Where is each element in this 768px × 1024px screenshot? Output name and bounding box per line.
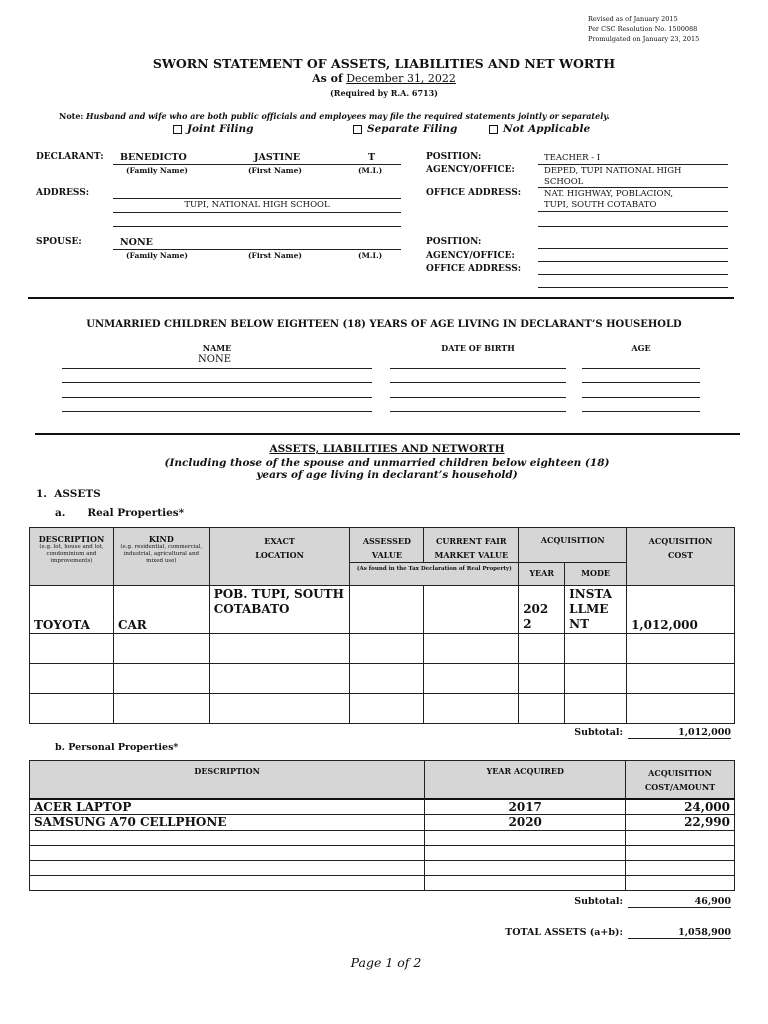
first-caption: (First Name) xyxy=(248,166,302,175)
divider xyxy=(62,411,372,412)
header-description-label: DESCRIPTION xyxy=(38,534,105,544)
item-year: 2017 xyxy=(425,799,626,815)
declarant-agency-1: DEPED, TUPI NATIONAL HIGH xyxy=(544,166,682,176)
divider xyxy=(538,211,728,212)
row-location: POB. TUPI, SOUTH COTABATO xyxy=(209,586,350,634)
joint-filing-option[interactable] xyxy=(173,123,254,135)
revision-block xyxy=(588,14,699,44)
declarant-first-name: JASTINE xyxy=(254,152,301,163)
spouse-family-name: NONE xyxy=(120,237,153,248)
divider xyxy=(390,397,566,398)
header-year-acquired: YEAR ACQUIRED xyxy=(425,761,626,799)
header-kind-label: KIND xyxy=(148,534,174,544)
col-dob: DATE OF BIRTH xyxy=(441,343,515,353)
separate-filing-label: Separate Filing xyxy=(367,123,458,135)
header-assessed xyxy=(350,528,424,563)
item-description: SAMSUNG A70 CELLPHONE xyxy=(30,815,425,831)
declarant-office-2: TUPI, SOUTH COTABATO xyxy=(544,200,657,210)
divider xyxy=(113,198,401,199)
row-cost: 1,012,000 xyxy=(627,586,735,634)
header-cost-2: COST/AMOUNT xyxy=(644,782,716,792)
header-kind xyxy=(113,528,209,586)
table-row xyxy=(30,831,735,846)
mi-caption xyxy=(358,251,382,260)
section-divider xyxy=(35,433,740,435)
item-cost: 22,990 xyxy=(626,815,735,831)
table-row xyxy=(30,815,735,831)
divider xyxy=(582,411,700,412)
row-assessed xyxy=(350,586,424,634)
row-fair-value xyxy=(424,586,519,634)
header-description: DESCRIPTION xyxy=(30,761,425,799)
divider xyxy=(113,226,401,227)
header-kind-hint: (e.g. residential, commercial, industrial, agricultural and mixed use) xyxy=(120,544,203,564)
revision-line: Promulgated on January 23, 2015 xyxy=(588,35,700,43)
as-of-date: December 31, 2022 xyxy=(346,72,456,85)
header-mode: MODE xyxy=(565,563,627,586)
declarant-position: TEACHER - I xyxy=(544,153,601,163)
divider xyxy=(62,382,372,383)
header-fair-1: CURRENT FAIR xyxy=(435,536,507,546)
header-cost-1: ACQUISITION xyxy=(648,768,712,778)
real-properties-table xyxy=(29,527,735,724)
declarant-mi: T xyxy=(368,152,376,163)
divider xyxy=(538,261,728,262)
office-address-label: OFFICE ADDRESS: xyxy=(426,188,522,198)
mi-paren: ( xyxy=(358,251,362,260)
total-assets-label: TOTAL ASSETS (a+b): xyxy=(505,927,623,938)
table-row xyxy=(30,586,735,634)
checkbox-icon[interactable] xyxy=(173,125,182,134)
table-row xyxy=(30,694,735,724)
assets-heading: ASSETS, LIABILITIES AND NETWORTH xyxy=(269,443,505,455)
header-description-hint: (e.g. lot, house and lot, condominium and improvements) xyxy=(39,544,104,564)
address-label: ADDRESS: xyxy=(36,188,90,198)
divider xyxy=(113,249,401,250)
header-fair-2: MARKET VALUE xyxy=(434,550,509,560)
divider xyxy=(113,164,401,165)
revision-line: Per CSC Resolution No. 1500088 xyxy=(588,25,698,33)
declarant-address: TUPI, NATIONAL HIGH SCHOOL xyxy=(184,200,330,210)
declarant-family-name: BENEDICTO xyxy=(120,152,187,163)
family-caption: (Family Name) xyxy=(126,251,188,260)
position-label: POSITION: xyxy=(426,152,482,162)
header-year: YEAR xyxy=(519,563,565,586)
header-cost xyxy=(626,761,735,799)
divider xyxy=(538,287,728,288)
divider xyxy=(538,187,728,188)
page-title: SWORN STATEMENT OF ASSETS, LIABILITIES AND NET WORTH xyxy=(152,56,616,71)
divider xyxy=(582,397,700,398)
row-mode: INSTA LLME NT xyxy=(565,586,627,634)
table-row xyxy=(30,664,735,694)
real-subtotal-label: Subtotal: xyxy=(574,727,623,738)
real-label: a. Real Properties* xyxy=(55,507,185,519)
header-location-2: LOCATION xyxy=(255,550,304,560)
spouse-agency-label: AGENCY/OFFICE: xyxy=(426,251,515,261)
declarant-agency-2: SCHOOL xyxy=(544,177,584,187)
divider xyxy=(390,411,566,412)
children-heading: UNMARRIED CHILDREN BELOW EIGHTEEN (18) YEARS OF AGE LIVING IN DECLARANT’S HOUSEHOLD xyxy=(86,319,682,330)
as-of-label: As of xyxy=(312,72,343,85)
page-number: Page 1 of 2 xyxy=(350,955,422,970)
header-location-1: EXACT xyxy=(264,536,295,546)
header-location xyxy=(209,528,350,586)
not-applicable-label: Not Applicable xyxy=(503,123,591,135)
assets-label: 1. ASSETS xyxy=(36,488,101,500)
header-cost-2: COST xyxy=(668,550,694,560)
checkbox-icon[interactable] xyxy=(489,125,498,134)
declarant-office-1: NAT. HIGHWAY, POBLACION, xyxy=(544,189,674,199)
personal-properties-table xyxy=(29,760,735,891)
real-subtotal: 1,012,000 xyxy=(628,727,731,739)
divider xyxy=(538,274,728,275)
spouse-office-label: OFFICE ADDRESS: xyxy=(426,264,522,274)
mi-caption-text: M.I.) xyxy=(361,251,383,260)
assets-sub-2: years of age living in declarant’s household) xyxy=(256,469,518,481)
row-year: 202 2 xyxy=(519,586,565,634)
header-description xyxy=(30,528,114,586)
separate-filing-option[interactable] xyxy=(353,123,457,135)
note xyxy=(59,111,610,121)
header-fair-value xyxy=(424,528,519,563)
divider xyxy=(582,368,700,369)
assets-sub-1: (Including those of the spouse and unmarried children below eighteen (18) xyxy=(164,457,610,469)
col-age: AGE xyxy=(631,343,651,353)
divider xyxy=(113,212,401,213)
section-divider xyxy=(28,297,734,299)
revision-line: Revised as of January 2015 xyxy=(588,15,678,23)
divider xyxy=(390,368,566,369)
row-kind: CAR xyxy=(113,586,209,634)
header-assessed-2: VALUE xyxy=(371,550,402,560)
item-description: ACER LAPTOP xyxy=(30,799,425,815)
mi-caption: (M.I.) xyxy=(358,166,383,175)
family-caption: (Family Name) xyxy=(126,166,188,175)
personal-subtotal-label: Subtotal: xyxy=(574,896,623,907)
header-cost-1: ACQUISITION xyxy=(648,536,713,546)
table-row xyxy=(30,634,735,664)
required-by: (Required by R.A. 6713) xyxy=(330,88,438,98)
personal-label: b. Personal Properties* xyxy=(55,742,179,753)
declarant-label: DECLARANT: xyxy=(36,152,104,162)
spouse-label: SPOUSE: xyxy=(36,237,82,247)
header-cost xyxy=(627,528,735,586)
checkbox-icon[interactable] xyxy=(353,125,362,134)
divider xyxy=(62,368,372,369)
divider xyxy=(538,226,728,227)
header-acquisition: ACQUISITION xyxy=(519,528,627,563)
table-row xyxy=(30,876,735,891)
child-name: NONE xyxy=(198,354,231,365)
first-caption: (First Name) xyxy=(248,251,302,260)
divider xyxy=(390,382,566,383)
item-cost: 24,000 xyxy=(626,799,735,815)
joint-filing-label: Joint Filing xyxy=(187,123,254,135)
header-assessed-1: ASSESSED xyxy=(362,536,411,546)
not-applicable-option[interactable] xyxy=(489,123,590,135)
table-row xyxy=(30,799,735,815)
table-row xyxy=(30,846,735,861)
header-found: (As found in the Tax Declaration of Real Property) xyxy=(350,563,519,586)
row-description: TOYOTA xyxy=(30,586,114,634)
as-of-line xyxy=(0,72,768,85)
item-year: 2020 xyxy=(425,815,626,831)
note-label: Note: xyxy=(59,111,84,121)
divider xyxy=(582,382,700,383)
personal-subtotal: 46,900 xyxy=(628,896,731,908)
divider xyxy=(538,164,728,165)
total-assets: 1,058,900 xyxy=(628,927,731,939)
spouse-position-label: POSITION: xyxy=(426,237,482,247)
col-name: NAME xyxy=(202,343,232,353)
divider xyxy=(62,397,372,398)
table-row xyxy=(30,861,735,876)
agency-label: AGENCY/OFFICE: xyxy=(426,165,515,175)
divider xyxy=(538,248,728,249)
note-text: Husband and wife who are both public officials and employees may file the required statements jointly or separately. xyxy=(85,111,610,121)
